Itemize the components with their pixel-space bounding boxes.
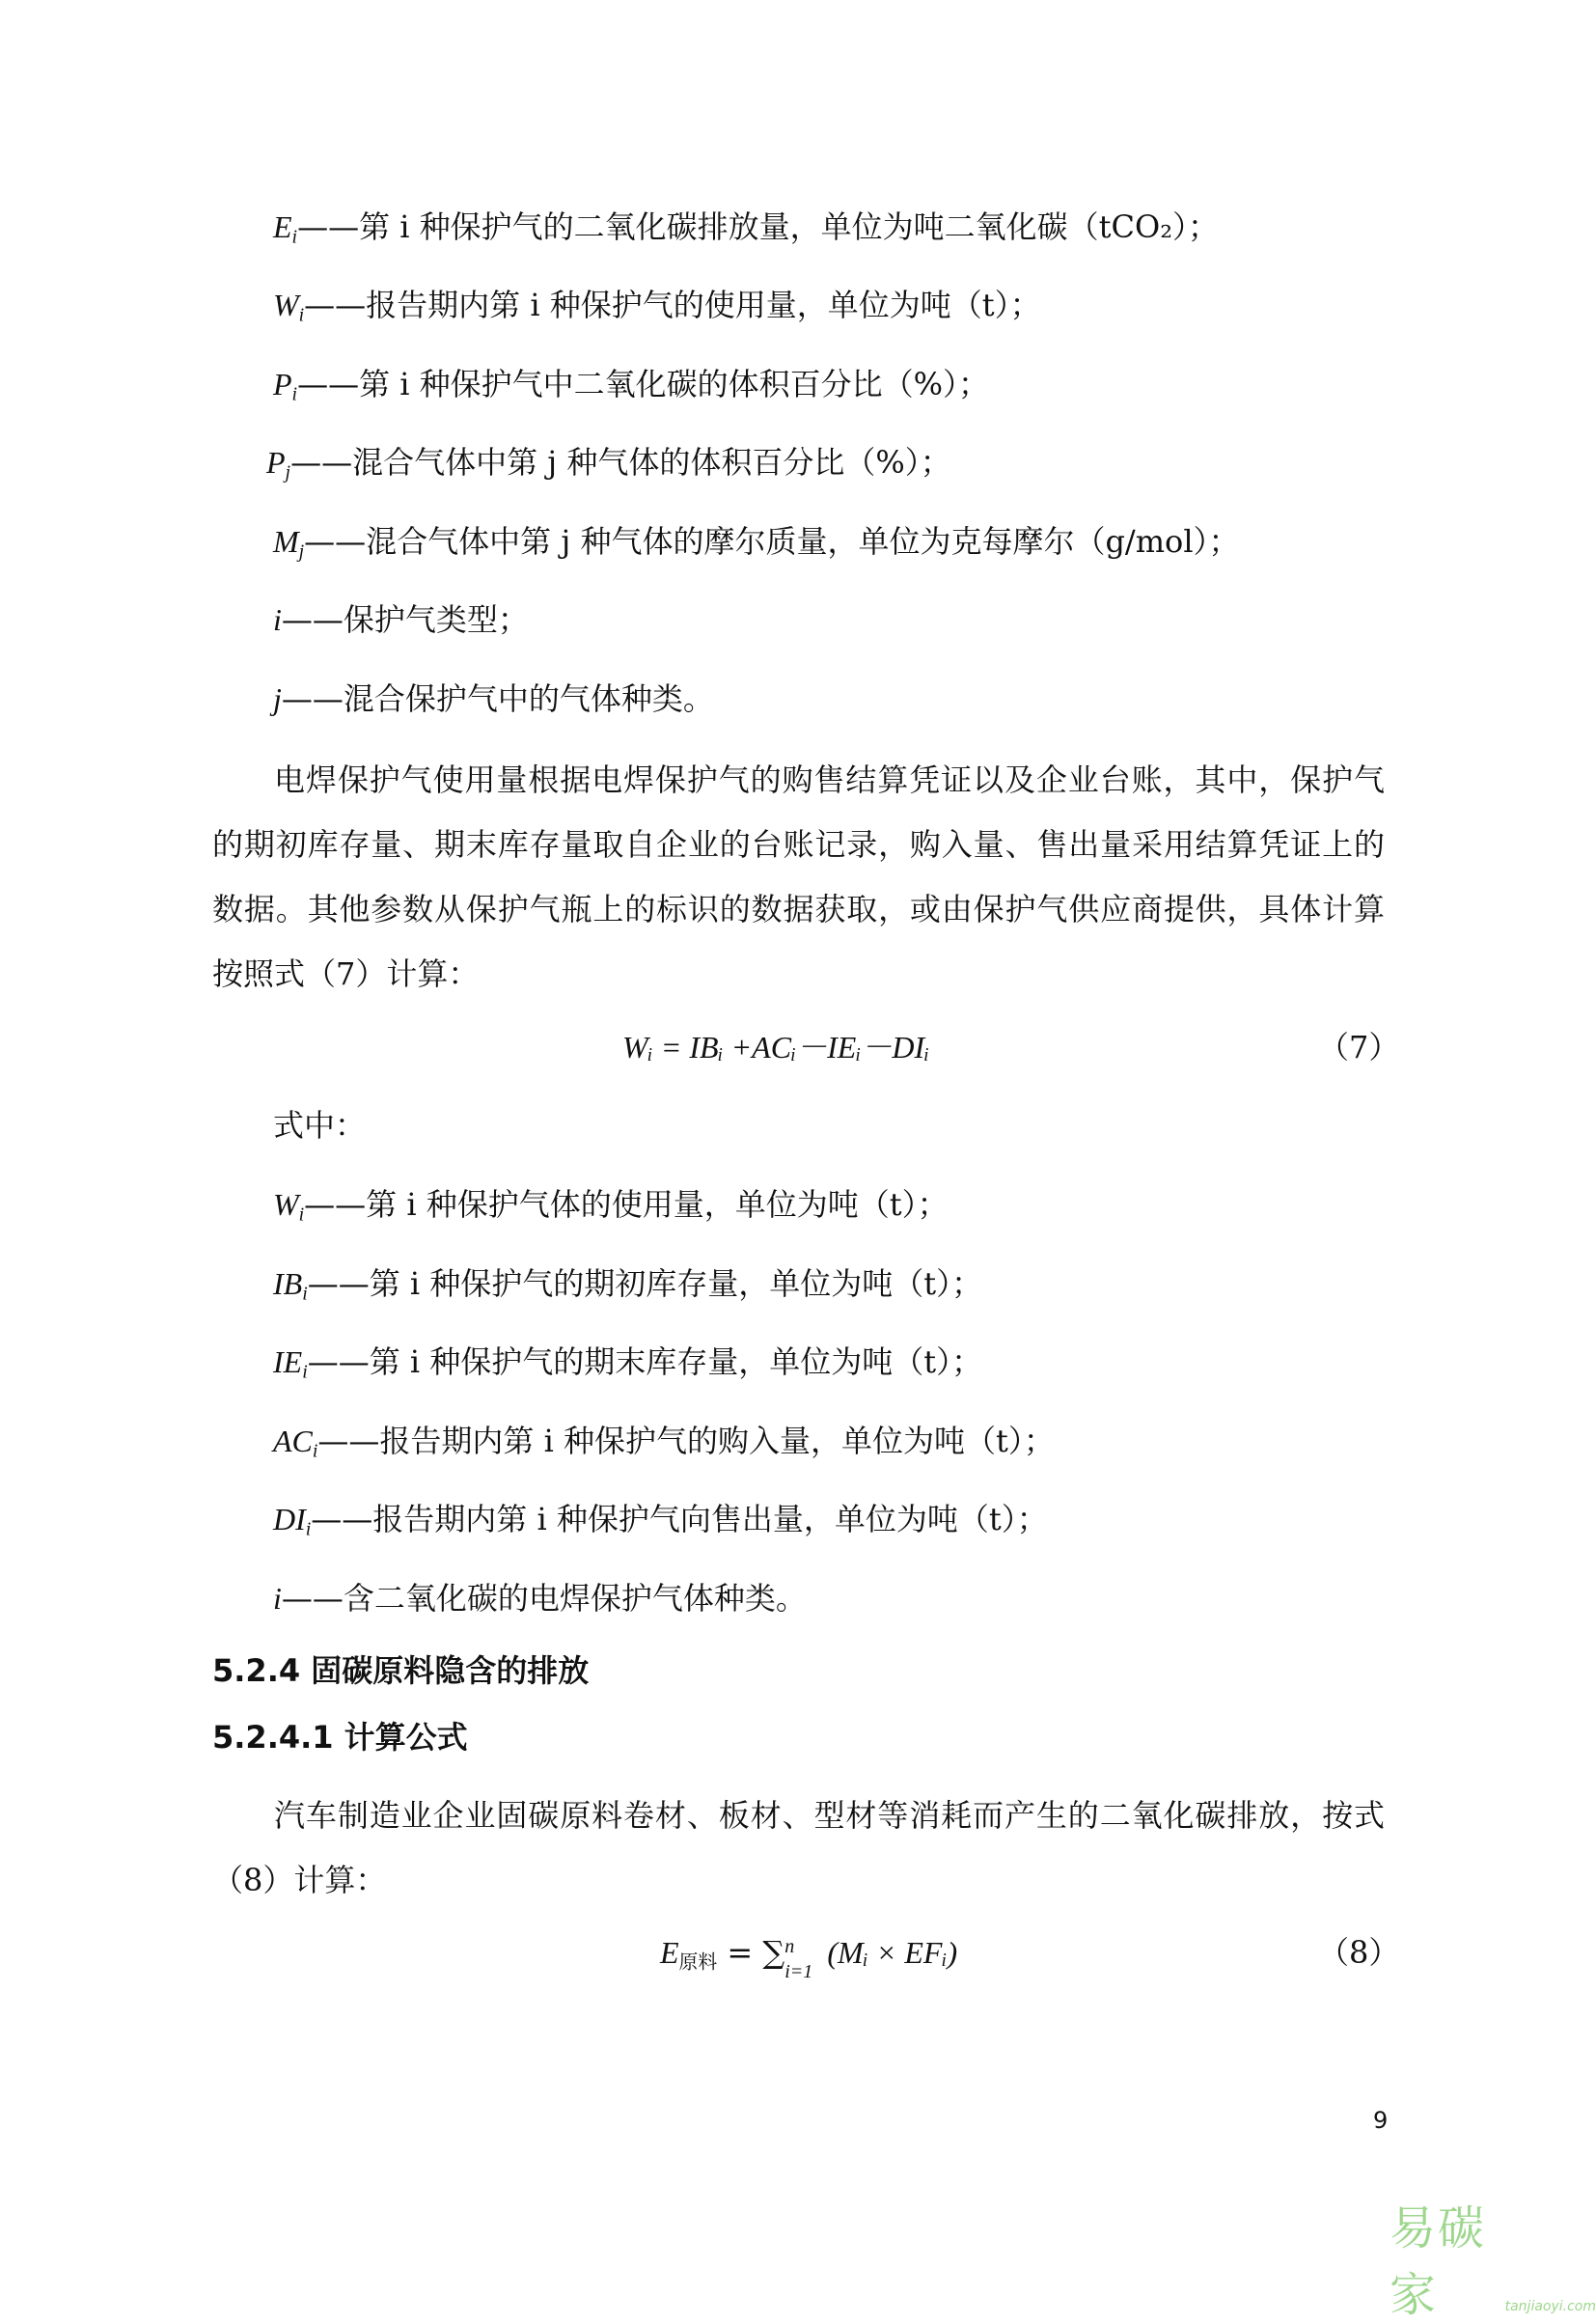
definition-line: $P_j——$混合气体中第 j 种气体的体积百分比（%）； <box>266 444 951 484</box>
section-heading: 5.2.4 固碳原料隐含的排放 <box>212 1652 590 1689</box>
where-label: 式中： <box>273 1107 367 1144</box>
equation-7: Wᵢ = IBᵢ +ACᵢ－IEᵢ－DIᵢ <box>622 1030 930 1065</box>
definition-line: $E_i——$第 i 种保护气的二氧化碳排放量，单位为吨二氧化碳（tCO₂）； <box>273 208 1220 248</box>
definition-line: $W_i——$第 i 种保护气体的使用量，单位为吨（t）； <box>273 1186 949 1226</box>
definition-line: $M_j——$混合气体中第 j 种气体的摩尔质量，单位为克每摩尔（g/mol）； <box>273 523 1240 563</box>
definition-line: $IB_i——$第 i 种保护气的期初库存量，单位为吨（t）； <box>273 1265 983 1305</box>
definition-line: i——含二氧化碳的电焊保护气体种类。 <box>273 1580 807 1617</box>
definition-line: $W_i——$报告期内第 i 种保护气的使用量，单位为吨（t）； <box>273 287 1041 326</box>
page-number: 9 <box>1373 2107 1389 2134</box>
body-paragraph: 汽车制造业企业固碳原料卷材、板材、型材等消耗而产生的二氧化碳排放，按式（8）计算： <box>212 1797 1385 1898</box>
equation-number: （8） <box>1318 1934 1400 1971</box>
watermark-logo: 易碳家 tanjiaoyi.com <box>1390 2201 1596 2322</box>
definition-line: i——保护气类型； <box>273 601 529 638</box>
body-paragraph: 电焊保护气使用量根据电焊保护气的购售结算凭证以及企业台账，其中，保护气的期初库存量、期末库存量取自企业的台账记录，购入量、售出量采用结算凭证上的数据。其他参数从保护气瓶上的标识的数据获取，或由保护气供应商提供，具体计算按照式（7）计算： <box>212 761 1385 992</box>
definition-line: $AC_i——$报告期内第 i 种保护气的购入量，单位为吨（t）； <box>273 1423 1055 1462</box>
subsection-heading: 5.2.4.1 计算公式 <box>212 1719 468 1756</box>
definition-line: $DI_i——$报告期内第 i 种保护气向售出量，单位为吨（t）； <box>273 1501 1048 1540</box>
equation-number: （7） <box>1318 1029 1400 1065</box>
definition-line: j——混合保护气中的气体种类。 <box>273 680 714 717</box>
definition-line: $IE_i——$第 i 种保护气的期末库存量，单位为吨（t）； <box>273 1343 983 1383</box>
definition-line: $P_i——$第 i 种保护气中二氧化碳的体积百分比（%）； <box>273 366 990 405</box>
equation-8: $E_{原料}$ = ∑ n i=1 (Mᵢ × EFᵢ) <box>660 1934 958 1982</box>
